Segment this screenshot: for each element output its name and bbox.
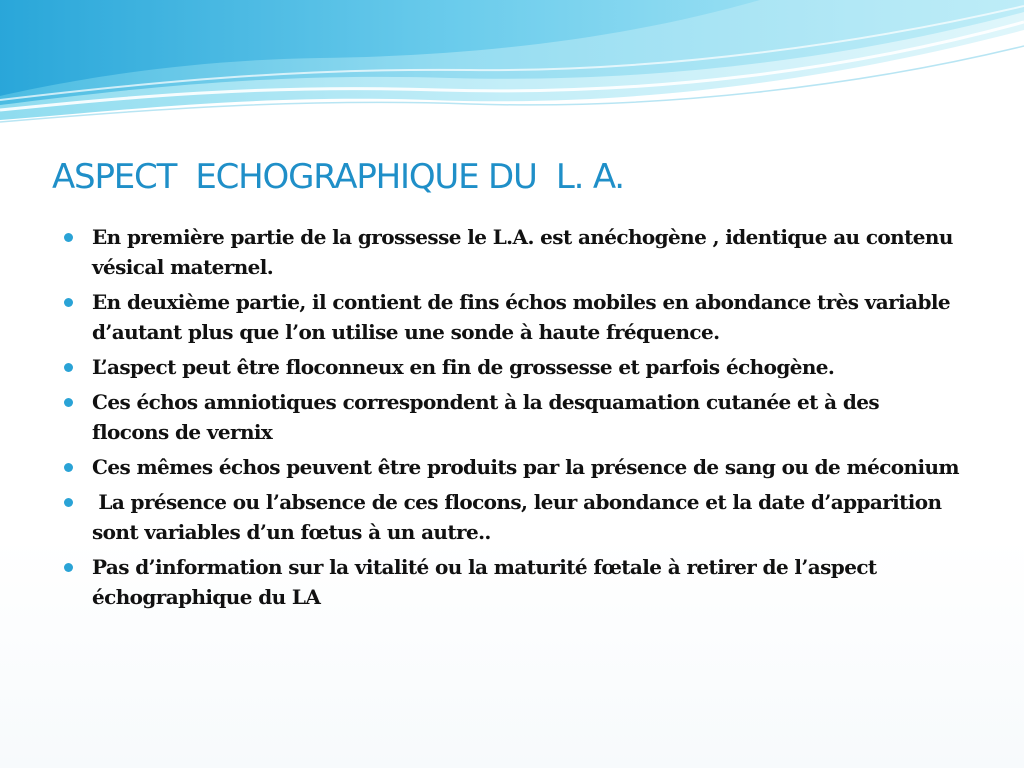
bullet-text: Ces échos amniotiques correspondent à la desquamation cutanée et à des flocons de vernix (92, 390, 886, 444)
bullet-item (62, 352, 962, 382)
bullet-text: Pas d’information sur la vitalité ou la maturité fœtale à retirer de l’aspect échographique du LA (92, 555, 883, 609)
slide-title: ASPECT ECHOGRAPHIQUE DU L. A. (52, 157, 624, 197)
bullet-icon (64, 463, 73, 472)
bullet-list (62, 222, 962, 617)
bullet-item (62, 222, 962, 282)
bullet-text: Ces mêmes échos peuvent être produits par la présence de sang ou de méconium (92, 455, 959, 479)
bullet-text: En deuxième partie, il contient de fins échos mobiles en abondance très variable d’autant plus que l’on utilise une sonde à haute fréquence. (92, 290, 963, 344)
bullet-text: En première partie de la grossesse le L.A. est anéchogène , identique au contenu vésical maternel. (92, 225, 960, 279)
bullet-item (62, 287, 962, 347)
bullet-icon (64, 563, 73, 572)
bullet-icon (64, 298, 73, 307)
bullet-item (62, 452, 962, 482)
bullet-item (62, 487, 962, 547)
bullet-icon (64, 498, 73, 507)
bullet-text: L’aspect peut être floconneux en fin de grossesse et parfois échogène. (92, 355, 835, 379)
bullet-icon (64, 233, 73, 242)
bullet-text: La présence ou l’absence de ces flocons, leur abondance et la date d’apparition sont variables d’un fœtus à un autre.. (92, 490, 955, 544)
bullet-item (62, 387, 962, 447)
bullet-item (62, 552, 962, 612)
header-wave-decoration (0, 0, 1024, 130)
bullet-icon (64, 398, 73, 407)
bullet-icon (64, 363, 73, 372)
